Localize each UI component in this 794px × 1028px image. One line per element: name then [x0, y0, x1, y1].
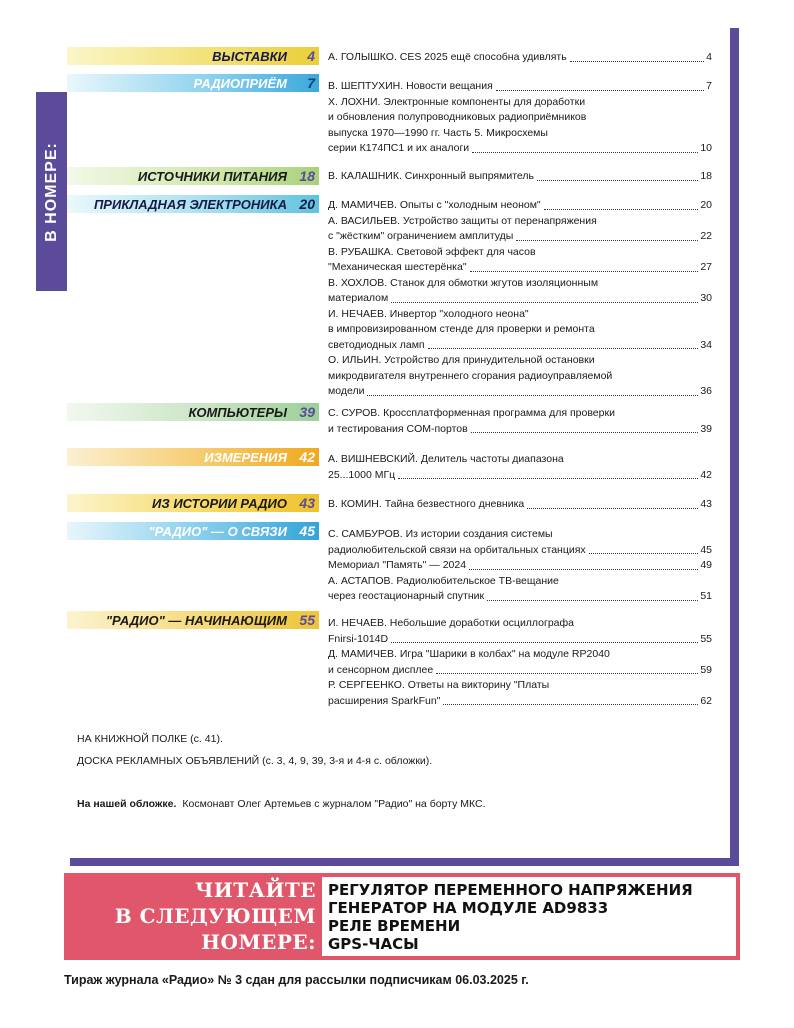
toc-entry[interactable]	[328, 452, 712, 483]
section-bar[interactable]	[67, 195, 319, 213]
entry-text: серии К174ПС1 и их аналоги	[328, 142, 470, 154]
section-title: ИЗМЕРЕНИЯ	[204, 449, 287, 465]
toc-entry[interactable]	[328, 79, 712, 95]
section-bar[interactable]	[67, 494, 319, 512]
entry-text: материалом	[328, 292, 389, 304]
toc-entry[interactable]	[328, 616, 712, 647]
entry-page: 20	[700, 199, 712, 211]
leader-dots	[544, 209, 699, 210]
entry-line: Р. СЕРГЕЕНКО. Ответы на викторину "Платы	[328, 679, 550, 691]
leader-dots	[472, 152, 698, 153]
section-page: 45	[299, 523, 315, 539]
toc-entry[interactable]	[328, 50, 712, 66]
entry-text: расширения SparkFun"	[328, 694, 441, 707]
toc-entry[interactable]	[328, 95, 712, 157]
entry-text: модели	[328, 385, 365, 397]
entry-text: через геостационарный спутник	[328, 590, 485, 602]
toc-entry[interactable]	[328, 497, 712, 513]
bookshelf-note[interactable]: НА КНИЖНОЙ ПОЛКЕ (с. 41).	[77, 733, 223, 745]
leader-dots	[570, 61, 704, 62]
entry-page: 43	[700, 498, 712, 510]
leader-dots	[443, 704, 698, 705]
section-page: 39	[299, 404, 315, 420]
entry-page: 34	[700, 338, 712, 351]
leader-dots	[487, 600, 698, 601]
entry-line: В. РУБАШКА. Световой эффект для часов	[328, 245, 536, 258]
entry-text: В. КОМИН. Тайна безвестного дневника	[328, 498, 525, 510]
section-bar[interactable]	[67, 167, 319, 185]
next-issue-item: РЕГУЛЯТОР ПЕРЕМЕННОГО НАПРЯЖЕНИЯ	[328, 881, 693, 899]
next-issue-heading	[64, 873, 322, 960]
entry-page: 59	[700, 663, 712, 676]
next-issue-item: ГЕНЕРАТОР НА МОДУЛЕ AD9833	[328, 899, 609, 917]
entry-line: Х. ЛОХНИ. Электронные компоненты для доработки	[328, 95, 586, 108]
entry-text: 25...1000 МГц	[328, 468, 396, 481]
toc-entry[interactable]	[328, 276, 712, 307]
toc-entry[interactable]	[328, 647, 712, 678]
entry-page: 62	[700, 694, 712, 707]
entry-line: выпуска 1970—1990 гг. Часть 5. Микросхемы	[328, 126, 548, 139]
leader-dots	[589, 553, 699, 554]
toc-entry[interactable]	[328, 169, 712, 185]
heading-line: ЧИТАЙТЕ	[195, 878, 316, 902]
entry-page: 7	[706, 80, 712, 92]
entry-line: С. САМБУРОВ. Из истории создания системы	[328, 528, 553, 540]
section-title: КОМПЬЮТЕРЫ	[188, 404, 287, 420]
in-this-issue-tab	[36, 92, 67, 291]
entry-line: Д. МАМИЧЕВ. Игра "Шарики в колбах" на модуле RP2040	[328, 648, 610, 660]
entry-line: микродвигателя внутреннего сгорания радиоуправляемой	[328, 369, 613, 382]
toc-entry[interactable]	[328, 527, 712, 558]
section-bar[interactable]	[67, 611, 319, 629]
entry-text: "Механическая шестерёнка"	[328, 261, 467, 273]
entry-text: и тестирования COM-портов	[328, 422, 468, 435]
section-title: "РАДИО" — НАЧИНАЮЩИМ	[105, 612, 287, 628]
leader-dots	[367, 395, 698, 396]
entry-line: и обновления полупроводниковых радиоприёмников	[328, 111, 587, 123]
entry-page: 45	[700, 543, 712, 556]
entry-page: 27	[700, 261, 712, 273]
entry-text: радиолюбительской связи на орбитальных станциях	[328, 543, 586, 556]
entry-text: А. ГОЛЫШКО. CES 2025 ещё способна удивлять	[328, 51, 567, 63]
leader-dots	[527, 508, 698, 509]
section-page: 20	[299, 196, 315, 212]
entry-page: 39	[700, 422, 712, 435]
ads-board-note[interactable]: ДОСКА РЕКЛАМНЫХ ОБЪЯВЛЕНИЙ (с. 3, 4, 9, 39, 3-я и 4-я с. обложки).	[77, 755, 433, 767]
entry-text: Мемориал "Память" — 2024	[328, 559, 467, 571]
section-page: 4	[307, 48, 315, 64]
in-this-issue-label: В НОМЕРЕ:	[42, 141, 60, 242]
toc-entry[interactable]	[328, 353, 712, 400]
cover-note	[77, 798, 486, 810]
section-page: 42	[299, 449, 315, 465]
toc-entry[interactable]	[328, 307, 712, 354]
section-bar[interactable]	[67, 522, 319, 540]
section-title: РАДИОПРИЁМ	[193, 75, 287, 91]
section-bar[interactable]	[67, 448, 319, 466]
entry-text: Fnirsi-1014D	[328, 632, 389, 645]
entry-page: 4	[706, 51, 712, 63]
entry-page: 42	[700, 468, 712, 481]
entry-page: 36	[700, 385, 712, 397]
section-title: ИСТОЧНИКИ ПИТАНИЯ	[137, 168, 287, 184]
frame-right-border	[730, 28, 739, 866]
heading-line: НОМЕРЕ:	[201, 930, 316, 954]
entry-line: И. НЕЧАЕВ. Инвертор "холодного неона"	[328, 307, 529, 320]
leader-dots	[471, 432, 699, 433]
next-issue-item: GPS-ЧАСЫ	[328, 935, 419, 953]
section-page: 7	[307, 75, 315, 91]
entry-text: В. КАЛАШНИК. Синхронный выпрямитель	[328, 170, 534, 182]
toc-entry[interactable]	[328, 406, 712, 437]
leader-dots	[391, 302, 698, 303]
heading-line: В СЛЕДУЮЩЕМ	[114, 904, 316, 928]
section-bar[interactable]	[67, 403, 319, 421]
cover-label: На нашей обложке.	[77, 798, 177, 810]
section-bar[interactable]	[67, 74, 319, 92]
leader-dots	[469, 569, 698, 570]
toc-entry[interactable]	[328, 558, 712, 574]
next-issue-banner	[64, 873, 740, 960]
leader-dots	[436, 673, 698, 674]
toc-entry[interactable]	[328, 678, 712, 709]
entry-line: С. СУРОВ. Кроссплатформенная программа для проверки	[328, 407, 615, 419]
entry-page: 18	[700, 170, 712, 182]
entry-page: 10	[700, 142, 712, 154]
entry-text: с "жёстким" ограничением амплитуды	[328, 230, 514, 242]
leader-dots	[391, 642, 698, 643]
entry-text: и сенсорном дисплее	[328, 663, 434, 676]
leader-dots	[428, 348, 699, 349]
toc-entry[interactable]	[328, 198, 712, 214]
entry-text: В. ШЕПТУХИН. Новости вещания	[328, 80, 493, 92]
leader-dots	[398, 478, 698, 479]
section-title: ВЫСТАВКИ	[212, 48, 287, 64]
entry-page: 55	[700, 632, 712, 645]
section-bar[interactable]	[67, 47, 319, 65]
leader-dots	[496, 90, 704, 91]
entry-text: светодиодных ламп	[328, 338, 425, 351]
entry-line: В. ХОХЛОВ. Станок для обмотки жгутов изоляционным	[328, 276, 599, 289]
toc-entry[interactable]	[328, 245, 712, 276]
entry-page: 51	[700, 590, 712, 602]
circulation-note: Тираж журнала «Радио» № 3 сдан для рассылки подписчикам 06.03.2025 г.	[64, 973, 529, 987]
entry-text: Д. МАМИЧЕВ. Опыты с "холодным неоном"	[328, 199, 541, 211]
section-title: ПРИКЛАДНАЯ ЭЛЕКТРОНИКА	[93, 196, 287, 212]
entry-line: в импровизированном стенде для проверки и ремонта	[328, 323, 595, 335]
section-title: "РАДИО" — О СВЯЗИ	[148, 523, 287, 539]
entry-line: О. ИЛЬИН. Устройство для принудительной остановки	[328, 354, 595, 366]
toc-entry[interactable]	[328, 214, 712, 245]
toc-entry[interactable]	[328, 574, 712, 605]
cover-text: Космонавт Олег Артемьев с журналом "Радио" на борту МКС.	[182, 798, 486, 810]
section-page: 43	[299, 495, 315, 511]
entry-line: И. НЕЧАЕВ. Небольшие доработки осциллографа	[328, 617, 575, 629]
next-issue-list	[322, 877, 736, 956]
section-title: ИЗ ИСТОРИИ РАДИО	[152, 495, 287, 511]
leader-dots	[537, 180, 698, 181]
entry-page: 22	[700, 230, 712, 242]
next-issue-item: РЕЛЕ ВРЕМЕНИ	[328, 917, 461, 935]
entry-page: 30	[700, 292, 712, 304]
entry-line: А. АСТАПОВ. Радиолюбительское ТВ-вещание	[328, 574, 559, 587]
section-page: 55	[299, 612, 315, 628]
frame-bottom-border	[70, 858, 739, 866]
entry-line: А. ВИШНЕВСКИЙ. Делитель частоты диапазона	[328, 453, 564, 465]
leader-dots	[470, 271, 699, 272]
section-page: 18	[299, 168, 315, 184]
entry-line: А. ВАСИЛЬЕВ. Устройство защиты от перенапряжения	[328, 214, 597, 227]
entry-page: 49	[700, 559, 712, 571]
leader-dots	[516, 240, 698, 241]
